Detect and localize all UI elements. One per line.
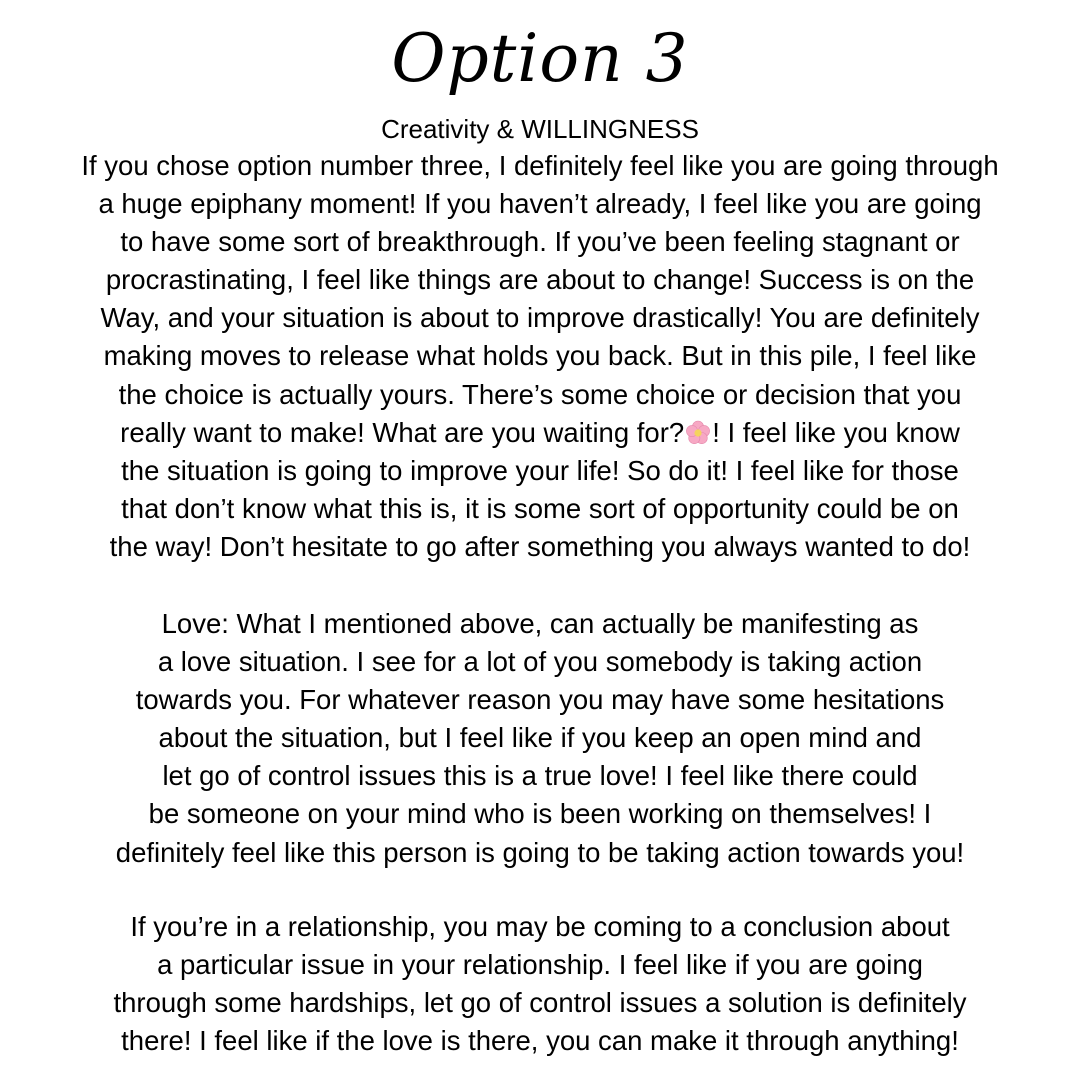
text-line: Love: What I mentioned above, can actually be manifesting as [161, 608, 919, 639]
text-line: procrastinating, I feel like things are about to change! Success is on the [105, 264, 975, 296]
text-line: the choice is actually yours. There’s some choice or decision that you [118, 378, 962, 410]
cherry-blossom-emoji-icon [685, 420, 711, 446]
text-line: that don’t know what this is, it is some sort of opportunity could be on [121, 492, 959, 524]
text-line: towards you. For whatever reason you may have some hesitations [135, 684, 945, 716]
text-line: to have some sort of breakthrough. If you’ve been feeling stagnant or [120, 226, 960, 258]
text-line-with-emoji [0, 414, 1080, 452]
paragraph-intro [0, 147, 1080, 566]
subtitle: Creativity & WILLINGNESS [381, 114, 699, 144]
text-line: a huge epiphany moment! If you haven’t already, I feel like you are going [98, 188, 982, 220]
paragraph-love [0, 605, 1080, 872]
text-line: there! I feel like if the love is there, you can make it through anything! [121, 1025, 959, 1057]
text-line: be someone on your mind who is been working on themselves! I [148, 798, 932, 830]
text-line: definitely feel like this person is going to be taking action towards you! [115, 836, 965, 868]
paragraph-relationship [0, 908, 1080, 1060]
page-title: Option 3 [391, 20, 689, 97]
text-line: a particular issue in your relationship. I feel like if you are going [157, 949, 923, 981]
text-line: a love situation. I see for a lot of you somebody is taking action [157, 646, 923, 678]
text-segment: ! I feel like you know [712, 416, 960, 448]
text-line: about the situation, but I feel like if you keep an open mind and [158, 722, 922, 754]
text-line: through some hardships, let go of control issues a solution is definitely [113, 987, 967, 1019]
text-line: the way! Don’t hesitate to go after something you always wanted to do! [109, 530, 971, 562]
text-line: If you’re in a relationship, you may be coming to a conclusion about [130, 911, 950, 942]
text-line: the situation is going to improve your life! So do it! I feel like for those [121, 454, 959, 486]
text-line: Way, and your situation is about to improve drastically! You are definitely [100, 302, 980, 334]
text-line: If you chose option number three, I definitely feel like you are going through [81, 150, 999, 181]
text-segment: really want to make! What are you waiting for? [120, 416, 685, 448]
text-line: let go of control issues this is a true love! I feel like there could [162, 760, 918, 792]
text-line: making moves to release what holds you back. But in this pile, I feel like [103, 340, 977, 372]
